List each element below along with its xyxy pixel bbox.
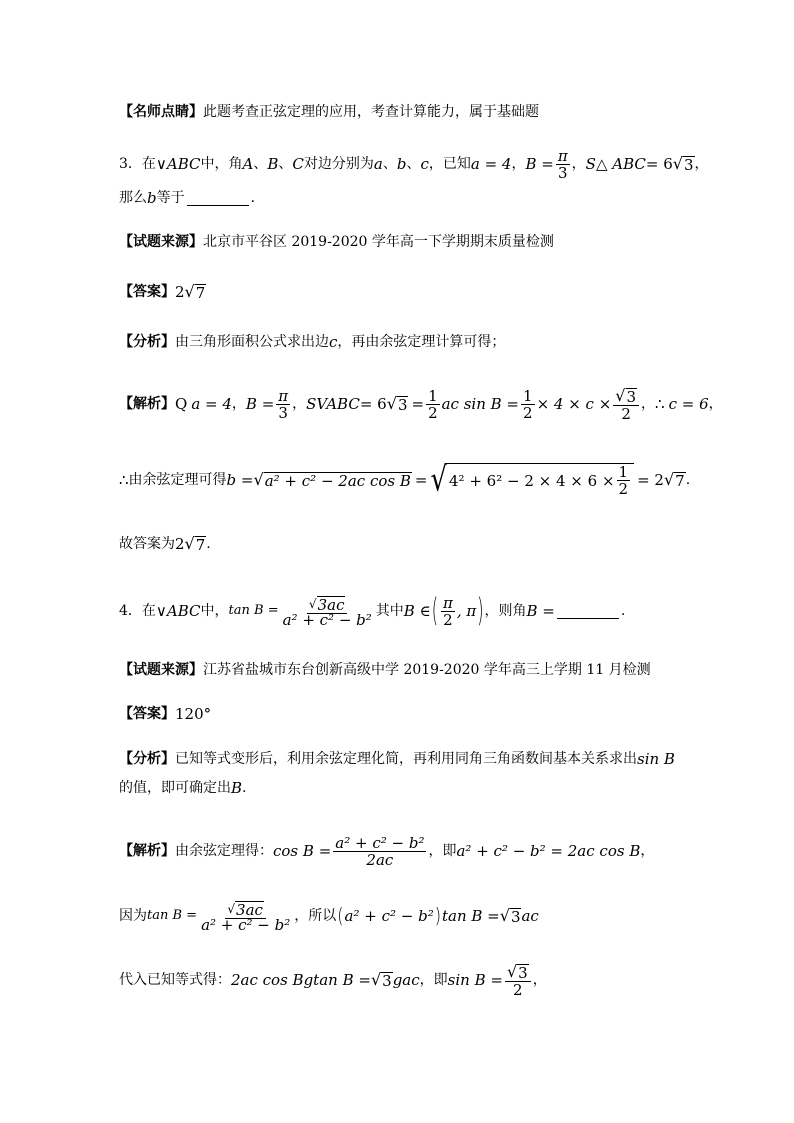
q3-analysis: 【分析】 由三角形面积公式求出边 c ，再由余弦定理计算可得； [119, 333, 506, 351]
q3-solution-1: 【解析】 Q a = 4 ， B = $\frac{\pi}{3}$ ， S VABC = 6 √ 3 = $\frac{1}{2}$ ac sin B = $\frac{1}{2}$ × 4 × c × √ 3 2 ， ∴ c = 6 ， [119, 385, 723, 423]
q3-sqrt3: √ 3 [672, 154, 694, 174]
q4-solution-3: 代入已知等式得： 2ac cos Bgtan B = √ 3 gac ，即 sin B = √ 3 2 ， [119, 961, 547, 999]
question-3-line2: 那么 b 等于 . [119, 189, 256, 207]
q3-stem-part1: 在 [141, 156, 156, 172]
q3-stem-part2: 中，角 [200, 156, 243, 172]
q3-stem-part4: ，已知 [428, 156, 471, 172]
q4-solution-2: 因为 tan B = √ 3ac a² + c² − b² ，所以 ( a² + c² − b² ) tan B = √ 3 ac [119, 901, 539, 934]
q4-source: 【试题来源】 江苏省盐城市东台创新高级中学 2019-2020 学年高三上学期 11 月检测 [119, 662, 651, 678]
q3-answer: 【答案】 2 √ 7 [119, 282, 206, 302]
q3-a-value: a = 4 [470, 155, 512, 173]
q3-answer-sqrt7: √ 7 [184, 282, 206, 302]
teacher-note [119, 102, 539, 122]
q3-source: 【试题来源】 北京市平谷区 2019-2020 学年高一下学期期末质量检测 [119, 234, 554, 250]
q4-answer-blank [557, 604, 619, 619]
teacher-note-text: 此题考查正弦定理的应用，考查计算能力，属于基础题 [203, 104, 539, 120]
q3-abc: ABC [166, 155, 201, 173]
q3-solution-2: ∴ 由余弦定理可得 b = √ a² + c² − 2ac cos B = √ 4² + 6² − 2 × 4 × 6 × $\frac{1}{2}$ = 2 √ 7 . [119, 460, 691, 500]
q3-number: 3． [119, 156, 142, 172]
q4-answer: 【答案】 120° [119, 705, 212, 723]
q4-analysis-line2: 的值，即可确定出 B . [119, 779, 247, 797]
teacher-note-label: 【名师点睛】 [119, 104, 203, 120]
q3-stem-part3: 对边分别为 [303, 156, 374, 172]
q3-conclusion: 故答案为 2 √ 7 . [119, 534, 211, 554]
q4-solution-1: 【解析】 由余弦定理得： cos B = $\frac{\text{a² + c² − b²}}{2ac}$ ，即 a² + c² − b² = 2ac cos B ， [119, 833, 655, 869]
q3-area-symbol: S [585, 155, 596, 173]
q3-angles: A [242, 155, 254, 173]
q3-B-lhs: B = [525, 155, 554, 173]
q3-answer-blank [187, 191, 249, 206]
q3-area-rhs: = 6 [645, 155, 673, 173]
triangle-symbol: ∨ [155, 155, 167, 173]
q4-analysis-line1: 【分析】 已知等式变形后，利用余弦定理化简，再利用同角三角函数间基本关系求出 sin B [119, 750, 675, 768]
question-3-stem: 3． 在 ∨ ABC 中，角 A 、 B 、 C 对边分别为 a 、 b 、 c ，已知 a = 4 ， B = $\frac{\pi}{3}$ ， S △ ABC = 6 √ 3 ， [119, 146, 709, 182]
q3-B-fraction: $\frac{\pi}{3}$ [557, 146, 568, 182]
question-4-stem: 4． 在 ∨ ABC 中， tan B = √ 3ac a² + c² − b² 其中 B ∈ ( $\frac{\pi}{2}$ , π ) ，则角 B = . [119, 591, 626, 629]
